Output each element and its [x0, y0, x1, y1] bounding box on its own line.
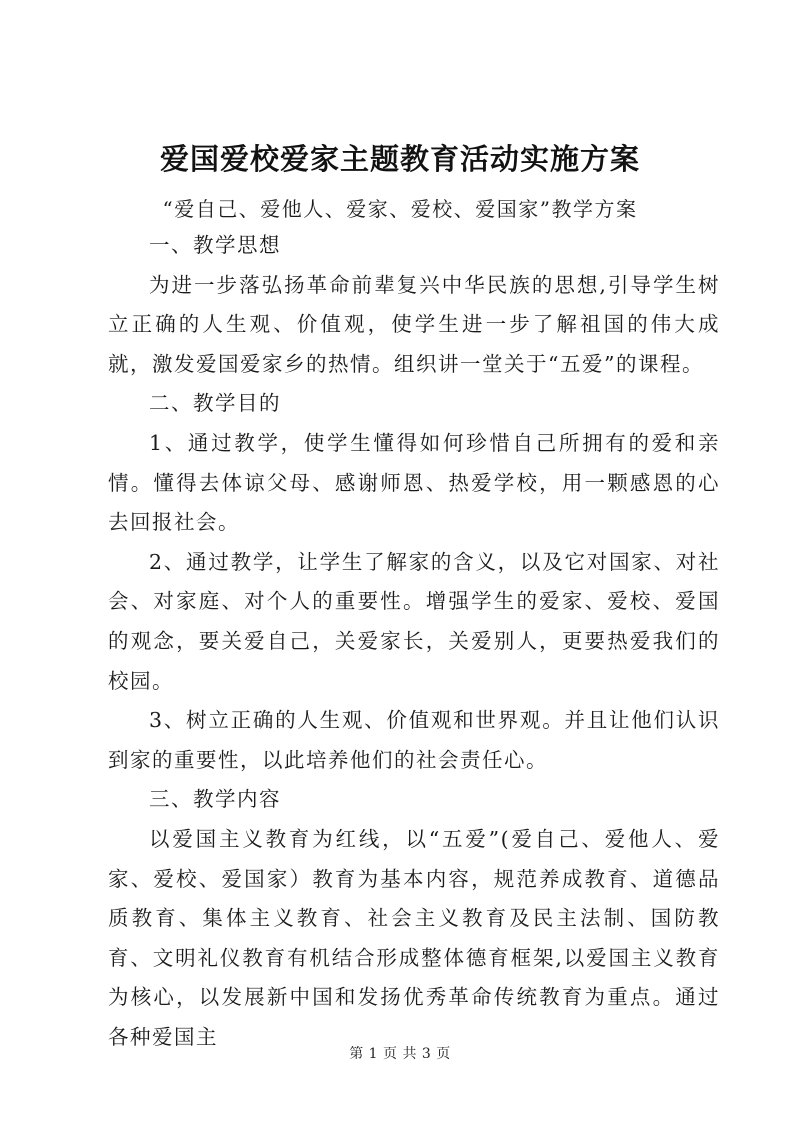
section-heading: 一、教学思想	[149, 233, 281, 257]
section-heading: 二、教学目的	[149, 391, 281, 416]
paragraph: 1、通过教学，使学生懂得如何珍惜自己所拥有的爱和亲情。懂得去体谅父母、感谢师恩、热爱学校，用一颗感恩的心去回报社会。	[108, 430, 720, 535]
page-number-footer: 第 1 页 共 3 页	[349, 1046, 451, 1062]
paragraph: 2、通过教学，让学生了解家的含义，以及它对国家、对社会、对家庭、对个人的重要性。增强学生的爱家、爱校、爱国的观念，要关爱自己，关爱家长，关爱别人，更要热爱我们的校园。	[108, 549, 720, 693]
paragraph: 以爱国主义教育为红线，以“五爱”(爱自己、爱他人、爱家、爱校、爱国家）教育为基本内容，规范养成教育、道德品质教育、集体主义教育、社会主义教育及民主法制、国防教育、文明礼仪教育有机结合形成整体德育框架,以爱国主义教育为核心，以发展新中国和发扬优秀革命传统教育为重点。通过各种爱国主	[108, 826, 720, 1049]
paragraph: 为进一步落弘扬革命前辈复兴中华民族的思想,引导学生树立正确的人生观、价值观，使学生进一步了解祖国的伟大成就，激发爱国爱家乡的热情。组织讲一堂关于“五爱”的课程。	[108, 272, 720, 376]
document-title: 爱国爱校爱家主题教育活动实施方案	[159, 142, 640, 176]
section-heading: 三、教学内容	[149, 787, 281, 812]
paragraph: 3、树立正确的人生观、价值观和世界观。并且让他们认识到家的重要性，以此培养他们的社会责任心。	[108, 708, 720, 772]
document-subtitle: “爱自己、爱他人、爱家、爱校、爱国家”教学方案	[162, 197, 638, 221]
document-body	[108, 226, 720, 1057]
